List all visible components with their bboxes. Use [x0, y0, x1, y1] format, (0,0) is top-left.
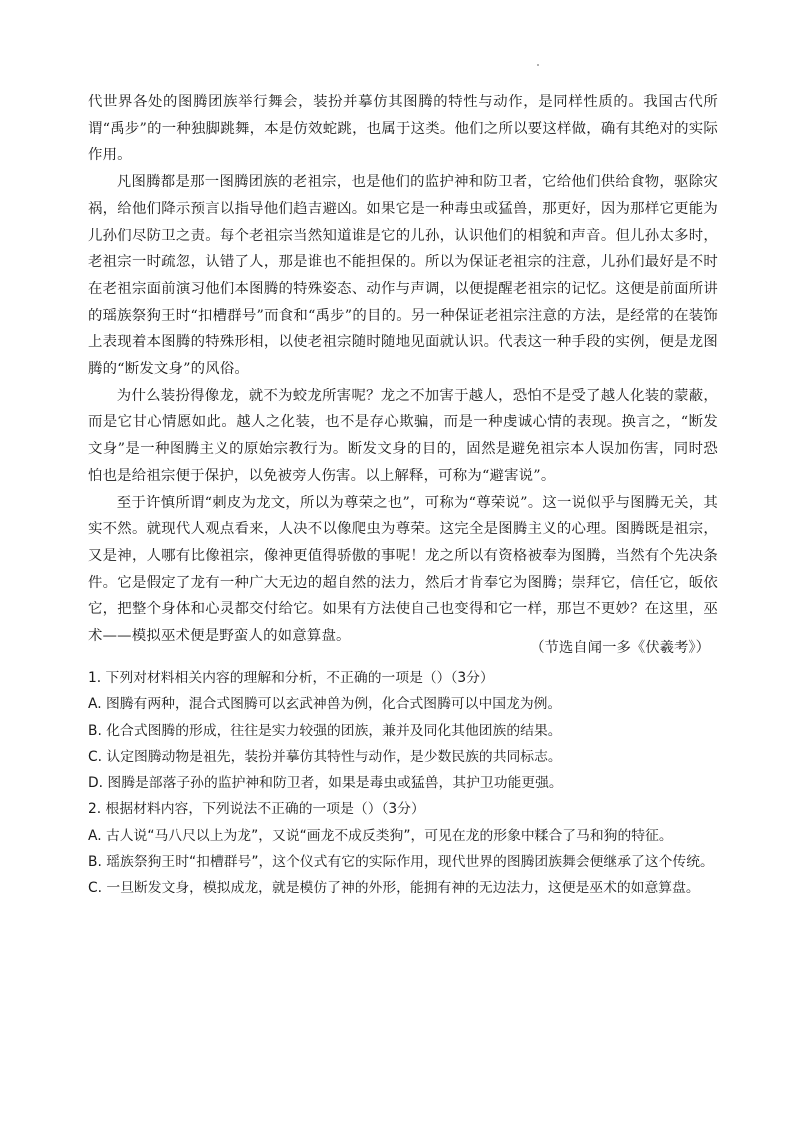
passage-paragraph: 凡图腾都是那一图腾团族的老祖宗，也是他们的监护神和防卫者，它给他们供给食物，驱除灾祸，给他们降示预言以指导他们趋吉避凶。如果它是一种毒虫或猛兽，那更好，因为那样它更能为儿孙们尽防卫之责。每个老祖宗当然知道谁是它的儿孙，认识他们的相貌和声音。但儿孙太多时，老祖宗一时疏忽，认错了人，那是谁也不能担保的。所以为保证老祖宗的注意，儿孙们最好是不时在老祖宗面前演习他们本图腾的特殊姿态、动作与声调，以便提醒老祖宗的记忆。这便是前面所讲的瑶族祭狗王时“扣槽群号”而食和“禹步”的目的。另一种保证老祖宗注意的方法，是经常的在装饰上表现着本图腾的特殊形相，以使老祖宗随时随地见面就认识。代表这一种手段的实例，便是龙图腾的“断发文身”的风俗。	[88, 174, 718, 378]
passage-paragraph: 代世界各处的图腾团族举行舞会，装扮并摹仿其图腾的特性与动作，是同样性质的。我国古代所谓“禹步”的一种独脚跳舞，本是仿效蛇跳，也属于这类。他们之所以要这样做，确有其绝对的实际作用。	[88, 94, 718, 164]
question-1-stem: 1. 下列对材料相关内容的理解和分析，不正确的一项是（）（3分）	[88, 670, 494, 686]
question-2-option-b: B. 瑶族祭狗王时“扣槽群号”，这个仪式有它的实际作用，现代世界的图腾团族舞会便继承了这个传统。	[88, 854, 714, 871]
reading-passage	[88, 89, 718, 650]
passage-source: （节选自闻一多《伏羲考》）	[530, 640, 710, 656]
questions-section	[88, 665, 720, 902]
scan-dot	[537, 64, 539, 66]
question-2-stem: 2. 根据材料内容，下列说法不正确的一项是（）（3分）	[88, 801, 425, 818]
passage-paragraph: 至于许慎所谓“刺皮为龙文，所以为尊荣之也”，可称为“尊荣说”。这一说似乎与图腾无关，其实不然。就现代人观点看来，人决不以像爬虫为尊荣。这完全是图腾主义的心理。图腾既是祖宗，又是神，人哪有比像祖宗，像神更值得骄傲的事呢！龙之所以有资格被奉为图腾，当然有个先决条件。它是假定了龙有一种广大无边的超自然的法力，然后才肯奉它为图腾；崇拜它，信任它，皈依它，把整个身体和心灵都交付给它。如果有方法使自己也变得和它一样，那岂不更妙？在这里，巫术——模拟巫术便是野蛮人的如意算盘。	[88, 494, 718, 645]
question-1-option-a: A. 图腾有两种，混合式图腾可以玄武神兽为例，化合式图腾可以中国龙为例。	[88, 696, 562, 713]
question-1-option-d: D. 图腾是部落子孙的监护神和防卫者，如果是毒虫或猛兽，其护卫功能更强。	[88, 775, 563, 792]
question-1-option-b: B. 化合式图腾的形成，往往是实力较强的团族，兼并及同化其他团族的结果。	[88, 722, 562, 739]
question-2-option-c: C. 一旦断发文身，模拟成龙，就是模仿了神的外形，能拥有神的无边法力，这便是巫术的如意算盘。	[88, 880, 700, 897]
question-2-option-a: A. 古人说“马八尺以上为龙”，又说“画龙不成反类狗”，可见在龙的形象中糅合了马和狗的特征。	[88, 827, 673, 844]
passage-paragraph: 为什么装扮得像龙，就不为蛟龙所害呢？龙之不加害于越人，恐怕不是受了越人化装的蒙蔽，而是它甘心情愿如此。越人之化装，也不是存心欺骗，而是一种虔诚心情的表现。换言之，“断发文身”是一种图腾主义的原始宗教行为。断发文身的目的，固然是避免祖宗本人误加伤害，同时恐怕也是给祖宗便于保护，以免被旁人伤害。以上解释，可称为“避害说”。	[88, 387, 718, 484]
question-1-option-c: C. 认定图腾动物是祖先，装扮并摹仿其特性与动作，是少数民族的共同标志。	[88, 748, 562, 765]
